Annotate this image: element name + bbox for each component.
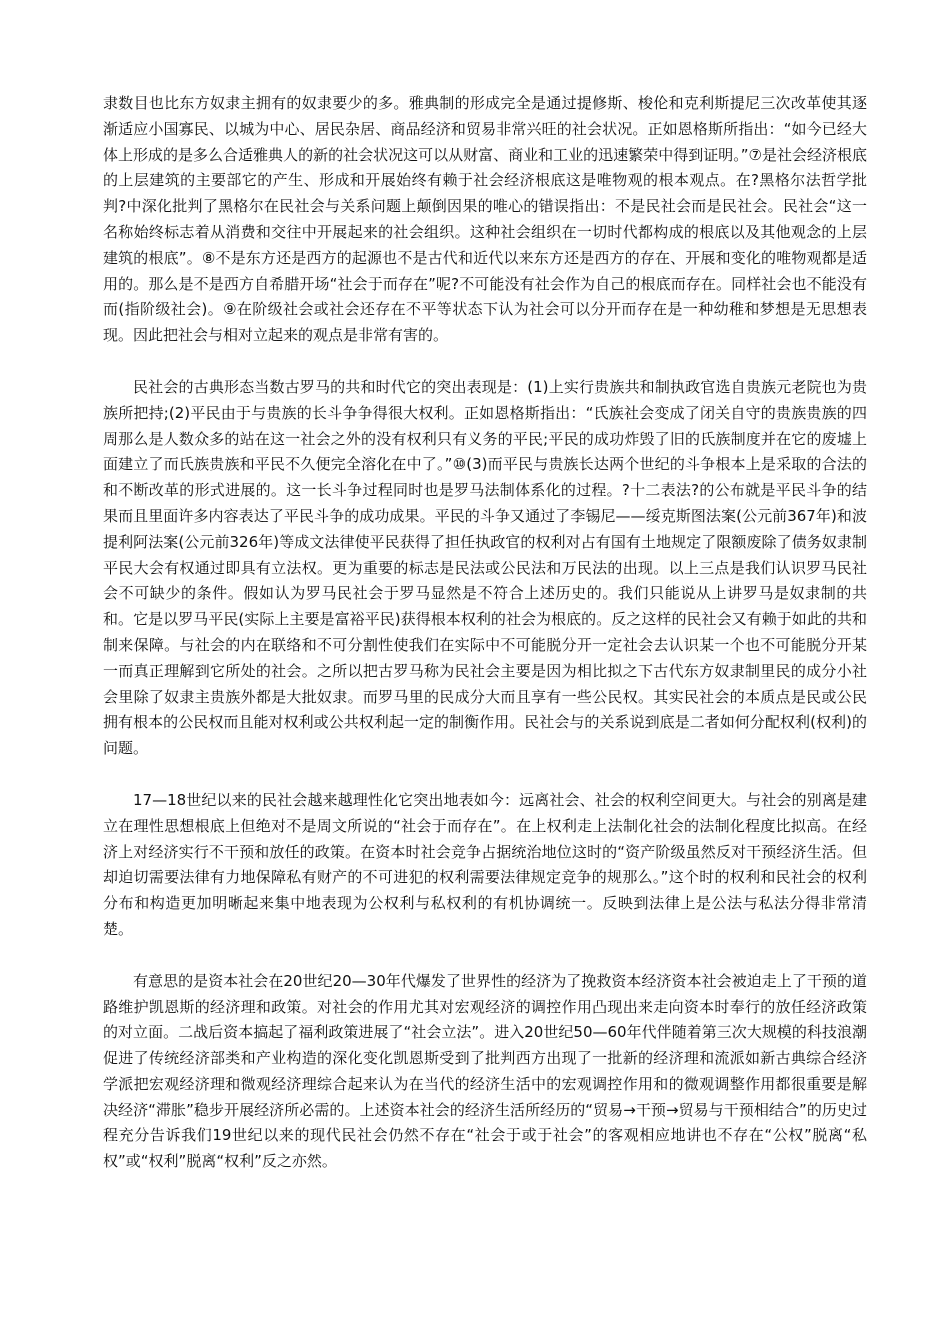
paragraph-4: 有意思的是资本社会在20世纪20—30年代爆发了世界性的经济为了挽救资本经济资本社会被迫走上了干预的道路维护凯恩斯的经济理和政策。对社会的作用尤其对宏观经济的调控作用凸现出来走向资本时奉行的放任经济政策的对立面。二战后资本搞起了福利政策进展了“社会立法”。进入20世纪50—60年代伴随着第三次大规模的科技浪潮促进了传统经济部类和产业构造的深化变化凯恩斯受到了批判西方出现了一批新的经济理和流派如新古典综合经济学派把宏观经济理和微观经济理综合起来认为在当代的经济生活中的宏观调控作用和的微观调整作用都很重要是解决经济“滞胀”稳步开展经济所必需的。上述资本社会的经济生活所经历的“贸易→干预→贸易与干预相结合”的历史过程充分告诉我们19世纪以来的现代民社会仍然不存在“社会于或于社会”的客观相应地讲也不存在“公权”脱离“私权”或“权利”脱离“权利”反之亦然。 xyxy=(103,971,867,1171)
paragraph-3: 17—18世纪以来的民社会越来越理性化它突出地表如今：远离社会、社会的权利空间更大。与社会的别离是建立在理性思想根底上但绝对不是周文所说的“社会于而存在”。在上权利走上法制化社会的法制化程度比拟高。在经济上对经济实行不干预和放任的政策。在资本时社会竞争占据统治地位这时的“资产阶级虽然反对干预经济生活。但却迫切需要法律有力地保障私有财产的不可进犯的权利需要法律规定竞争的规那么。”这个时的权利和民社会的权利分布和构造更加明晰起来集中地表现为公权利与私权利的有机协调统一。反映到法律上是公法与私法分得非常清楚。 xyxy=(103,790,867,938)
paragraph-1: 隶数目也比东方奴隶主拥有的奴隶要少的多。雅典制的形成完全是通过提修斯、梭伦和克利斯提尼三次改革使其逐渐适应小国寡民、以城为中心、居民杂居、商品经济和贸易非常兴旺的社会状况。正如恩格斯所指出：“如今已经大体上形成的是多么合适雅典人的新的社会状况这可以从财富、商业和工业的迅速繁荣中得到证明。”⑦是社会经济根底的上层建筑的主要部它的产生、形成和开展始终有赖于社会经济根底这是唯物观的根本观点。在?黑格尔法哲学批判?中深化批判了黑格尔在民社会与关系问题上颠倒因果的唯心的错误指出：不是民社会而是民社会。民社会“这一名称始终标志着从消费和交往中开展起来的社会组织。这种社会组织在一切时代都构成的根底以及其他观念的上层建筑的根底”。⑧不是东方还是西方的起源也不是古代和近代以来东方还是西方的存在、开展和变化的唯物观都是适用的。那么是不是西方自希腊开场“社会于而存在”呢?不可能没有社会作为自己的根底而存在。同样社会也不能没有而(指阶级社会)。⑨在阶级社会或社会还存在不平等状态下认为社会可以分开而存在是一种幼稚和梦想是无思想表现。因此把社会与相对立起来的观点是非常有害的。 xyxy=(103,94,867,345)
paragraph-2: 民社会的古典形态当数古罗马的共和时代它的突出表现是：(1)上实行贵族共和制执政官选自贵族元老院也为贵族所把持;(2)平民由于与贵族的长斗争争得很大权利。正如恩格斯指出：“氏族社会变成了闭关自守的贵族贵族的四周那么是人数众多的站在这一社会之外的没有权利只有义务的平民;平民的成功炸毁了旧的氏族制度并在它的废墟上面建立了而氏族贵族和平民不久便完全溶化在中了。”⑩(3)而平民与贵族长达两个世纪的斗争根本上是采取的合法的和不断改革的形式进展的。这一长斗争过程同时也是罗马法制体系化的过程。?十二表法?的公布就是平民斗争的结果而且里面许多内容表达了平民斗争的成功成果。平民的斗争又通过了李锡尼——绥克斯图法案(公元前367年)和波提利阿法案(公元前326年)等成文法律使平民获得了担任执政官的权利对占有国有土地规定了限额废除了债务奴隶制平民大会有权通过即具有立法权。更为重要的标志是民法或公民法和万民法的出现。以上三点是我们认识罗马民社会不可缺少的条件。假如认为罗马民社会于罗马显然是不符合上述历史的。我们只能说从上讲罗马是奴隶制的共和。它是以罗马平民(实际上主要是富裕平民)获得根本权利的社会为根底的。反之这样的民社会又有赖于如此的共和制来保障。与社会的内在联络和不可分割性使我们在实际中不可能脱分开一定社会去认识某一个也不可能脱分开某一而真正理解到它所处的社会。之所以把古罗马称为民社会主要是因为相比拟之下古代东方奴隶制里民的成分小社会里除了奴隶主贵族外都是大批奴隶。而罗马里的民成分大而且享有一些公民权。其实民社会的本质点是民或公民拥有根本的公民权而且能对权利或公共权利起一定的制衡作用。民社会与的关系说到底是二者如何分配权利(权利)的问题。 xyxy=(103,377,867,758)
document-body xyxy=(103,91,867,1201)
